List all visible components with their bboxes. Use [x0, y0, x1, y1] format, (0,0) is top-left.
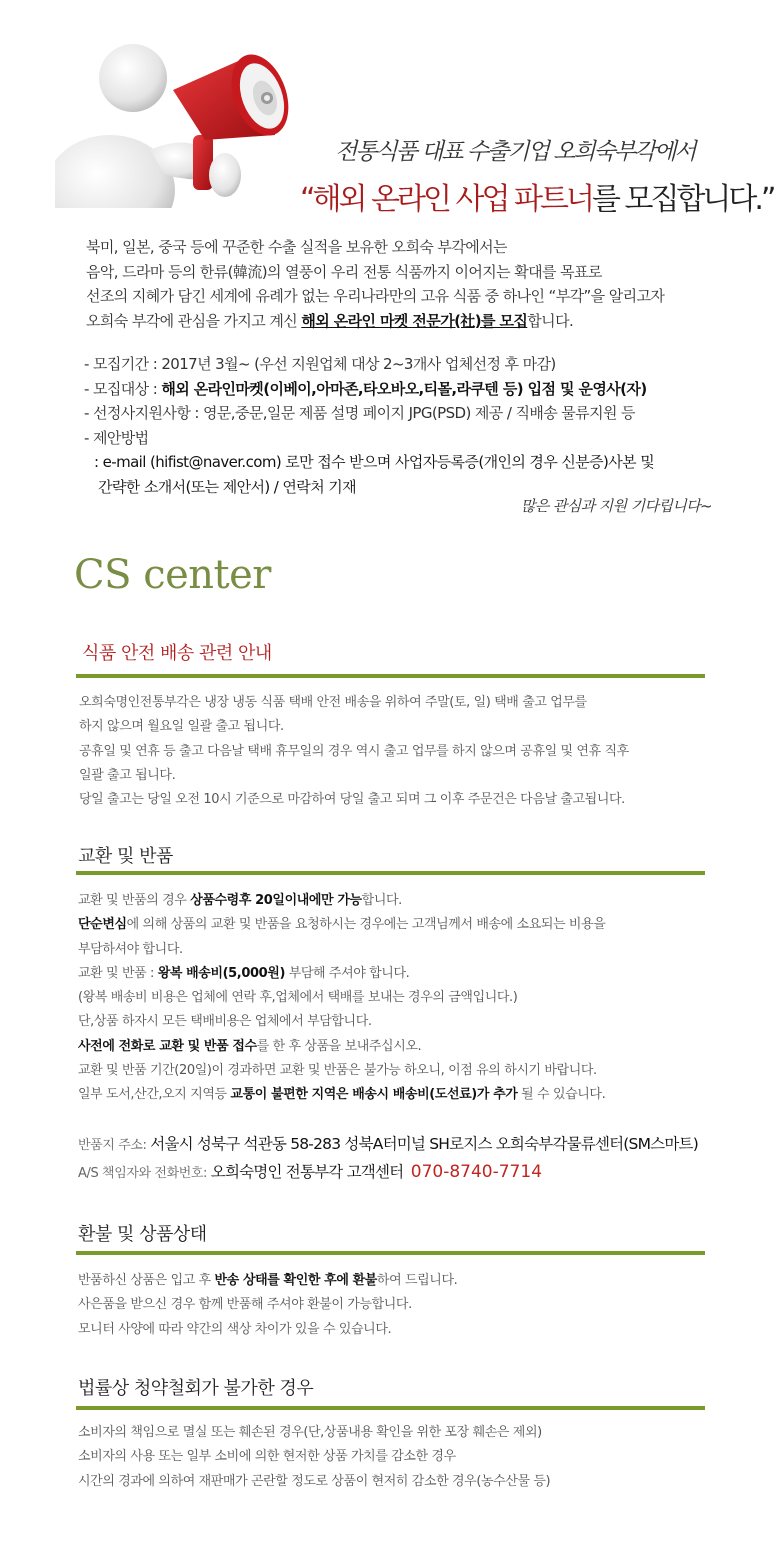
shipping-line: 일괄 출고 됩니다. [79, 767, 176, 783]
headline-red: 해외 온라인 사업 파트너 [312, 182, 592, 217]
legal-line: 소비자의 책임으로 멸실 또는 훼손된 경우(단,상품내용 확인을 위한 포장 훼손은 제외) [78, 1425, 542, 1440]
exchange-line: (왕복 배송비 비용은 업체에 연락 후,업체에서 택배를 보내는 경우의 금액입니다.) [78, 990, 518, 1006]
section-divider [76, 1251, 705, 1255]
text: 교환 및 반품 : [78, 965, 158, 981]
shipping-line: 당일 출고는 당일 오전 10시 기준으로 마감하여 당일 출고 되며 그 이후 주문건은 다음날 출고됩니다. [79, 792, 625, 808]
recruit-target [84, 377, 654, 402]
hero-headline [300, 174, 773, 218]
return-address-block [78, 1131, 698, 1187]
shipping-line: 하지 않으며 월요일 일괄 출고 됩니다. [79, 719, 284, 735]
recruit-method-line2: 간략한 소개서(또는 제안서) / 연락처 기재 [98, 477, 357, 496]
exchange-line [78, 1035, 605, 1059]
period-value: 2017년 3월~ (우선 지원업체 대상 2~3개사 업체선정 후 마감) [161, 355, 556, 373]
intro-line4-pre: 오희숙 부각에 관심을 가지고 계신 [86, 311, 302, 330]
refund-line [78, 1269, 457, 1293]
exchange-line [78, 962, 605, 986]
refund-line: 모니터 사양에 따라 약간의 색상 차이가 있을 수 있습니다. [78, 1321, 392, 1337]
intro-text [86, 235, 664, 333]
headline-dark: 를 모집합니다.” [591, 182, 774, 217]
text-bold: 교통이 불편한 지역은 배송시 배송비(도선료)가 추가 [230, 1087, 518, 1103]
recruit-method-line1: : e-mail (hifist@naver.com) 로만 접수 받으며 사업자등록증(개인의 경우 신분증)사본 및 [94, 453, 655, 471]
exchange-line [78, 913, 605, 937]
intro-line: 선조의 지혜가 담긴 세계에 유례가 없는 우리나라만의 고유 식품 중 하나인 “부각”을 알리고자 [86, 287, 665, 305]
exchange-line: 단,상품 하자시 모든 택배비용은 업체에서 부담합니다. [78, 1014, 372, 1030]
as-value: 오희숙명인 전통부각 고객센터 [210, 1163, 404, 1181]
text-bold: 상품수령후 20일이내에만 가능 [190, 893, 362, 908]
support-value: 영문,중문,일문 제품 설명 페이지 JPG(PSD) 제공 / 직배송 물류지원 등 [203, 404, 635, 422]
text: 될 수 있습니다. [517, 1087, 606, 1103]
refund-line: 사은품을 받으신 경우 함께 반품해 주셔야 환불이 가능합니다. [78, 1297, 412, 1313]
period-label: - 모집기간 : [84, 355, 162, 373]
support-label: - 선정사지원사항 : [84, 404, 204, 422]
as-phone: 070-8740-7714 [410, 1162, 543, 1182]
text-bold: 단순변심 [78, 917, 127, 933]
text-bold: 반송 상태를 확인한 후에 환불 [214, 1273, 377, 1288]
exchange-line [78, 1083, 605, 1107]
section-divider [76, 674, 705, 678]
intro-line: 음악, 드라마 등의 한류(韓流)의 열풍이 우리 전통 식품까지 이어지는 확대를 목표로 [86, 262, 602, 281]
exchange-title: 교환 및 반품 [78, 846, 173, 867]
shipping-body [79, 691, 629, 812]
text-bold: 사전에 전화로 교환 및 반품 접수 [78, 1038, 257, 1054]
shipping-line: 공휴일 및 연휴 등 출고 다음날 택배 휴무일의 경우 역시 출고 업무를 하지 않으며 공휴일 및 연휴 직후 [79, 743, 629, 759]
legal-line: 소비자의 사용 또는 일부 소비에 의한 현저한 상품 가치를 감소한 경우 [78, 1449, 456, 1465]
text: 합니다. [361, 893, 402, 908]
shipping-title: 식품 안전 배송 관련 안내 [82, 643, 272, 664]
thanks-text: 많은 관심과 지원 기다립니다~ [520, 497, 712, 515]
recruit-period [84, 352, 654, 377]
exchange-body [78, 889, 605, 1108]
exchange-line: 교환 및 반품 기간(20일)이 경과하면 교환 및 반품은 불가능 하오니, 이점 유의 하시기 바랍니다. [78, 1063, 597, 1079]
text: 에 의해 상품의 교환 및 반품을 요청하시는 경우에는 고객님께서 배송에 소요되는 비용을 [126, 917, 606, 933]
target-label: - 모집대상 : [84, 379, 162, 398]
text: 교환 및 반품의 경우 [78, 893, 191, 908]
intro-line4-post: 합니다. [527, 311, 574, 330]
address-value: 서울시 성북구 석관동 58-283 성북A터미널 SH로지스 오희숙부각물류센터(SM스마트) [150, 1135, 698, 1153]
text: 하여 드립니다. [376, 1273, 458, 1288]
text: 반품하신 상품은 입고 후 [78, 1273, 215, 1288]
recruit-method-label: - 제안방법 [84, 428, 149, 447]
as-label: A/S 책임자와 전화번호: [78, 1166, 211, 1181]
section-divider [76, 1406, 705, 1410]
refund-body [78, 1269, 457, 1342]
intro-highlight: 해외 온라인 마켓 전문가(社)를 모집 [301, 311, 528, 330]
address-label: 반품지 주소: [78, 1138, 151, 1153]
recruit-details [84, 352, 654, 499]
intro-line [86, 309, 664, 334]
target-value: 해외 온라인마켓(이베이,아마존,타오바오,티몰,라쿠텐 등) 입점 및 운영사(자) [161, 379, 647, 398]
cs-center-title: CS center [74, 552, 271, 598]
text: 부담해 주셔야 합니다. [284, 965, 410, 981]
megaphone-person-icon [55, 40, 305, 208]
text-bold: 왕복 배송비(5,000원) [157, 965, 285, 981]
shipping-line: 오희숙명인전통부각은 냉장 냉동 식품 택배 안전 배송을 위하여 주말(토, 일) 택배 출고 업무를 [79, 695, 587, 710]
headline-quote: “ [300, 182, 313, 217]
refund-title: 환불 및 상품상태 [78, 1224, 207, 1245]
hero-tagline: 전통식품 대표 수출기업 오희숙부각에서 [335, 139, 695, 165]
section-divider [76, 871, 705, 875]
legal-line: 시간의 경과에 의하여 재판매가 곤란할 정도로 상품이 현저히 감소한 경우(농수산물 등) [78, 1473, 551, 1489]
legal-body [78, 1421, 550, 1494]
exchange-line: 부담하셔야 합니다. [78, 941, 183, 957]
legal-title: 법률상 청약철회가 불가한 경우 [78, 1378, 314, 1399]
recruit-support [84, 401, 654, 426]
exchange-line [78, 889, 605, 913]
text: 일부 도서,산간,오지 지역등 [78, 1087, 231, 1103]
intro-line: 북미, 일본, 중국 등에 꾸준한 수출 실적을 보유한 오희숙 부각에서는 [86, 238, 507, 256]
text: 를 한 후 상품을 보내주십시오. [256, 1038, 422, 1054]
return-address [78, 1131, 698, 1159]
as-contact [78, 1159, 698, 1187]
